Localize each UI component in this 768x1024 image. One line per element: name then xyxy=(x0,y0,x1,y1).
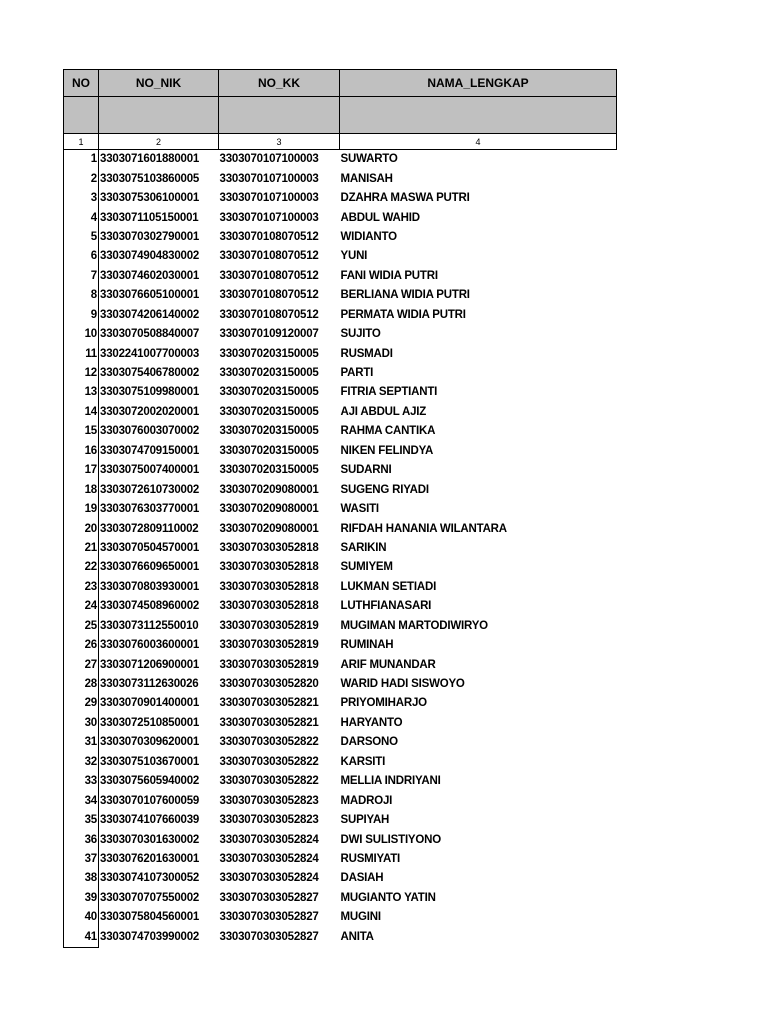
name-cell: RUSMADI xyxy=(340,347,393,360)
kk-cell: 3303070303052827 xyxy=(219,891,319,904)
row-number-cell: 9 xyxy=(64,306,99,325)
name-cell: AJI ABDUL AJIZ xyxy=(340,405,427,418)
table-row xyxy=(64,189,617,208)
nik-cell: 3303073112630026 xyxy=(100,678,199,691)
header-nik: NO_NIK xyxy=(99,70,219,97)
table-row xyxy=(64,869,617,888)
row-number-cell: 34 xyxy=(64,791,99,810)
nik-cell: 3303075007400001 xyxy=(100,464,200,477)
column-index-cell: 1 xyxy=(64,134,99,150)
name-cell: MUGIMAN MARTODIWIRYO xyxy=(340,619,488,632)
table-row xyxy=(64,519,617,538)
name-cell: MADROJI xyxy=(340,794,393,807)
nik-cell: 3303074703990002 xyxy=(100,930,200,943)
nik-cell: 3303075406780002 xyxy=(100,367,200,380)
column-index-cell: 3 xyxy=(219,134,340,150)
data-table xyxy=(63,69,617,948)
name-cell: ANITA xyxy=(340,930,374,943)
row-number-cell: 28 xyxy=(64,675,99,694)
table-row xyxy=(64,655,617,674)
row-number-cell: 12 xyxy=(64,364,99,383)
header-blank-cell xyxy=(340,97,617,134)
name-cell: SUPIYAH xyxy=(340,814,390,827)
nik-cell: 3303070107600059 xyxy=(100,794,200,807)
nik-cell: 3303075605940002 xyxy=(100,775,200,788)
name-cell: MANISAH xyxy=(340,172,393,185)
name-cell: LUTHFIANASARI xyxy=(340,600,432,613)
nik-cell: 3303075103860005 xyxy=(100,172,200,185)
name-cell: LUKMAN SETIADI xyxy=(340,580,437,593)
nik-cell: 3303072002020001 xyxy=(100,405,200,418)
kk-cell: 3303070108070512 xyxy=(219,308,319,321)
table-row xyxy=(64,208,617,227)
nik-cell: 3303071206900001 xyxy=(100,658,200,671)
nik-cell: 3303074508960002 xyxy=(100,600,200,613)
name-cell: NIKEN FELINDYA xyxy=(340,444,434,457)
kk-cell: 3303070303052822 xyxy=(219,755,319,768)
nik-cell: 3303074709150001 xyxy=(100,444,200,457)
kk-cell: 3303070108070512 xyxy=(219,250,319,263)
name-cell: MELLIA INDRIYANI xyxy=(340,775,441,788)
kk-cell: 3303070303052818 xyxy=(219,600,319,613)
name-cell: RAHMA CANTIKA xyxy=(340,425,436,438)
name-cell: SUGENG RIYADI xyxy=(340,483,429,496)
row-number-cell: 26 xyxy=(64,636,99,655)
nik-cell: 3303072610730002 xyxy=(100,483,200,496)
nik-cell: 3303071601880001 xyxy=(100,153,200,166)
row-number-cell: 31 xyxy=(64,733,99,752)
row-number-cell: 32 xyxy=(64,753,99,772)
name-cell: MUGINI xyxy=(340,911,381,924)
row-number-cell: 2 xyxy=(64,169,99,188)
name-cell: PERMATA WIDIA PUTRI xyxy=(340,308,466,321)
name-cell: KARSITI xyxy=(340,755,386,768)
kk-cell: 3303070303052827 xyxy=(219,911,319,924)
name-cell: RIFDAH HANANIA WILANTARA xyxy=(340,522,507,535)
name-cell: YUNI xyxy=(340,250,368,263)
table-row xyxy=(64,383,617,402)
table-row xyxy=(64,636,617,655)
row-number-cell: 11 xyxy=(64,344,99,363)
kk-cell: 3303070203150005 xyxy=(219,425,319,438)
table-row xyxy=(64,267,617,286)
name-cell: WIDIANTO xyxy=(340,230,397,243)
nik-cell: 3303076201630001 xyxy=(100,852,200,865)
nik-cell: 3303074107300052 xyxy=(100,872,200,885)
kk-cell: 3303070303052822 xyxy=(219,775,319,788)
name-cell: SARIKIN xyxy=(340,541,387,554)
name-cell: RUMINAH xyxy=(340,639,394,652)
table-row xyxy=(64,753,617,772)
row-number-cell: 7 xyxy=(64,267,99,286)
name-cell: WARID HADI SISWOYO xyxy=(340,678,465,691)
kk-cell: 3303070303052823 xyxy=(219,814,319,827)
name-cell: DZAHRA MASWA PUTRI xyxy=(340,192,470,205)
row-number-cell: 3 xyxy=(64,189,99,208)
column-index-cell: 4 xyxy=(340,134,617,150)
row-number-cell: 29 xyxy=(64,694,99,713)
kk-cell: 3303070108070512 xyxy=(219,230,319,243)
kk-cell: 3303070303052819 xyxy=(219,619,319,632)
row-number-cell: 18 xyxy=(64,480,99,499)
table-row xyxy=(64,286,617,305)
row-number-cell: 24 xyxy=(64,597,99,616)
table-row xyxy=(64,228,617,247)
kk-cell: 3303070303052818 xyxy=(219,580,319,593)
row-number-cell: 41 xyxy=(64,928,99,948)
name-cell: RUSMIYATI xyxy=(340,852,401,865)
name-cell: FITRIA SEPTIANTI xyxy=(340,386,438,399)
table-row xyxy=(64,675,617,694)
table-row xyxy=(64,500,617,519)
table-row xyxy=(64,422,617,441)
nik-cell: 3303076003600001 xyxy=(100,639,200,652)
table-row xyxy=(64,578,617,597)
kk-cell: 3303070203150005 xyxy=(219,405,319,418)
header-row xyxy=(64,70,617,97)
kk-cell: 3303070303052824 xyxy=(219,833,319,846)
nik-cell: 3303076003070002 xyxy=(100,425,200,438)
nik-cell: 3303070309620001 xyxy=(100,736,200,749)
row-number-cell: 38 xyxy=(64,869,99,888)
nik-cell: 3303074206140002 xyxy=(100,308,200,321)
nik-cell: 3303070707550002 xyxy=(100,891,200,904)
header-blank-cell xyxy=(99,97,219,134)
table-row xyxy=(64,733,617,752)
kk-cell: 3303070209080001 xyxy=(219,503,319,516)
nik-cell: 3303070901400001 xyxy=(100,697,200,710)
row-number-cell: 22 xyxy=(64,558,99,577)
kk-cell: 3303070303052818 xyxy=(219,541,319,554)
row-number-cell: 36 xyxy=(64,830,99,849)
row-number-cell: 35 xyxy=(64,811,99,830)
row-number-cell: 6 xyxy=(64,247,99,266)
row-number-cell: 27 xyxy=(64,655,99,674)
kk-cell: 3303070107100003 xyxy=(219,153,319,166)
nik-cell: 3303075103670001 xyxy=(100,755,200,768)
name-cell: PARTI xyxy=(340,367,374,380)
row-number-cell: 16 xyxy=(64,442,99,461)
row-number-cell: 1 xyxy=(64,150,99,170)
table-row xyxy=(64,830,617,849)
nik-cell: 3303075306100001 xyxy=(100,192,200,205)
column-index-cell: 2 xyxy=(99,134,219,150)
nik-cell: 3303074904830002 xyxy=(100,250,200,263)
row-number-cell: 37 xyxy=(64,850,99,869)
kk-cell: 3303070108070512 xyxy=(219,289,319,302)
kk-cell: 3303070303052818 xyxy=(219,561,319,574)
row-number-cell: 25 xyxy=(64,617,99,636)
name-cell: HARYANTO xyxy=(340,716,403,729)
nik-cell: 3303076303770001 xyxy=(100,503,200,516)
name-cell: SUDARNI xyxy=(340,464,392,477)
name-cell: ABDUL WAHID xyxy=(340,211,420,224)
name-cell: SUWARTO xyxy=(340,153,398,166)
name-cell: FANI WIDIA PUTRI xyxy=(340,269,438,282)
table-row xyxy=(64,480,617,499)
name-cell: MUGIANTO YATIN xyxy=(340,891,436,904)
table-row xyxy=(64,364,617,383)
nik-cell: 3303075804560001 xyxy=(100,911,200,924)
table-row xyxy=(64,558,617,577)
nik-cell: 3303075109980001 xyxy=(100,386,200,399)
table-row xyxy=(64,442,617,461)
table-row xyxy=(64,811,617,830)
nik-cell: 3303074107660039 xyxy=(100,814,200,827)
kk-cell: 3303070203150005 xyxy=(219,367,319,380)
table-row xyxy=(64,597,617,616)
header-name: NAMA_LENGKAP xyxy=(340,70,617,97)
kk-cell: 3303070109120007 xyxy=(219,328,319,341)
kk-cell: 3303070107100003 xyxy=(219,172,319,185)
table-row xyxy=(64,539,617,558)
row-number-cell: 10 xyxy=(64,325,99,344)
kk-cell: 3303070107100003 xyxy=(219,211,319,224)
kk-cell: 3303070303052827 xyxy=(219,930,319,943)
header-blank-cell xyxy=(64,97,99,134)
kk-cell: 3303070303052824 xyxy=(219,872,319,885)
kk-cell: 3303070303052824 xyxy=(219,852,319,865)
table-body xyxy=(64,150,617,948)
table-row xyxy=(64,461,617,480)
kk-cell: 3303070303052821 xyxy=(219,697,319,710)
row-number-cell: 14 xyxy=(64,403,99,422)
nik-cell: 3302241007700003 xyxy=(100,347,200,360)
column-index-row xyxy=(64,134,617,150)
nik-cell: 3303070803930001 xyxy=(100,580,200,593)
name-cell: DASIAH xyxy=(340,872,384,885)
kk-cell: 3303070203150005 xyxy=(219,386,319,399)
row-number-cell: 8 xyxy=(64,286,99,305)
kk-cell: 3303070303052822 xyxy=(219,736,319,749)
row-number-cell: 30 xyxy=(64,714,99,733)
table-row xyxy=(64,169,617,188)
table-row xyxy=(64,772,617,791)
kk-cell: 3303070303052819 xyxy=(219,639,319,652)
table-row xyxy=(64,150,617,170)
table-row xyxy=(64,617,617,636)
name-cell: DARSONO xyxy=(340,736,398,749)
nik-cell: 3303074602030001 xyxy=(100,269,200,282)
table-row xyxy=(64,928,617,948)
table-row xyxy=(64,791,617,810)
row-number-cell: 13 xyxy=(64,383,99,402)
table-row xyxy=(64,403,617,422)
header-kk: NO_KK xyxy=(219,70,340,97)
row-number-cell: 23 xyxy=(64,578,99,597)
kk-cell: 3303070209080001 xyxy=(219,522,319,535)
name-cell: SUMIYEM xyxy=(340,561,393,574)
name-cell: DWI SULISTIYONO xyxy=(340,833,442,846)
kk-cell: 3303070303052820 xyxy=(219,678,319,691)
nik-cell: 3303076609650001 xyxy=(100,561,200,574)
name-cell: PRIYOMIHARJO xyxy=(340,697,427,710)
nik-cell: 3303070302790001 xyxy=(100,230,200,243)
table-row xyxy=(64,247,617,266)
name-cell: BERLIANA WIDIA PUTRI xyxy=(340,289,470,302)
nik-cell: 3303071105150001 xyxy=(100,211,199,224)
nik-cell: 3303070504570001 xyxy=(100,541,200,554)
row-number-cell: 5 xyxy=(64,228,99,247)
header-blank-row xyxy=(64,97,617,134)
nik-cell: 3303072809110002 xyxy=(100,522,199,535)
table-row xyxy=(64,694,617,713)
nik-cell: 3303070301630002 xyxy=(100,833,200,846)
kk-cell: 3303070209080001 xyxy=(219,483,319,496)
name-cell: ARIF MUNANDAR xyxy=(340,658,436,671)
name-cell: WASITI xyxy=(340,503,379,516)
row-number-cell: 33 xyxy=(64,772,99,791)
kk-cell: 3303070108070512 xyxy=(219,269,319,282)
kk-cell: 3303070107100003 xyxy=(219,192,319,205)
table-row xyxy=(64,889,617,908)
nik-cell: 3303072510850001 xyxy=(100,716,200,729)
row-number-cell: 20 xyxy=(64,519,99,538)
row-number-cell: 19 xyxy=(64,500,99,519)
row-number-cell: 17 xyxy=(64,461,99,480)
row-number-cell: 15 xyxy=(64,422,99,441)
kk-cell: 3303070303052823 xyxy=(219,794,319,807)
row-number-cell: 40 xyxy=(64,908,99,927)
kk-cell: 3303070203150005 xyxy=(219,464,319,477)
nik-cell: 3303073112550010 xyxy=(100,619,199,632)
name-cell: SUJITO xyxy=(340,328,381,341)
header-blank-cell xyxy=(219,97,340,134)
table-row xyxy=(64,714,617,733)
table-row xyxy=(64,325,617,344)
row-number-cell: 4 xyxy=(64,208,99,227)
table-row xyxy=(64,850,617,869)
header-no: NO xyxy=(64,70,99,97)
nik-cell: 3303076605100001 xyxy=(100,289,200,302)
table-row xyxy=(64,344,617,363)
kk-cell: 3303070203150005 xyxy=(219,444,319,457)
table-row xyxy=(64,908,617,927)
row-number-cell: 39 xyxy=(64,889,99,908)
kk-cell: 3303070203150005 xyxy=(219,347,319,360)
row-number-cell: 21 xyxy=(64,539,99,558)
kk-cell: 3303070303052819 xyxy=(219,658,319,671)
nik-cell: 3303070508840007 xyxy=(100,328,200,341)
table-row xyxy=(64,306,617,325)
kk-cell: 3303070303052821 xyxy=(219,716,319,729)
